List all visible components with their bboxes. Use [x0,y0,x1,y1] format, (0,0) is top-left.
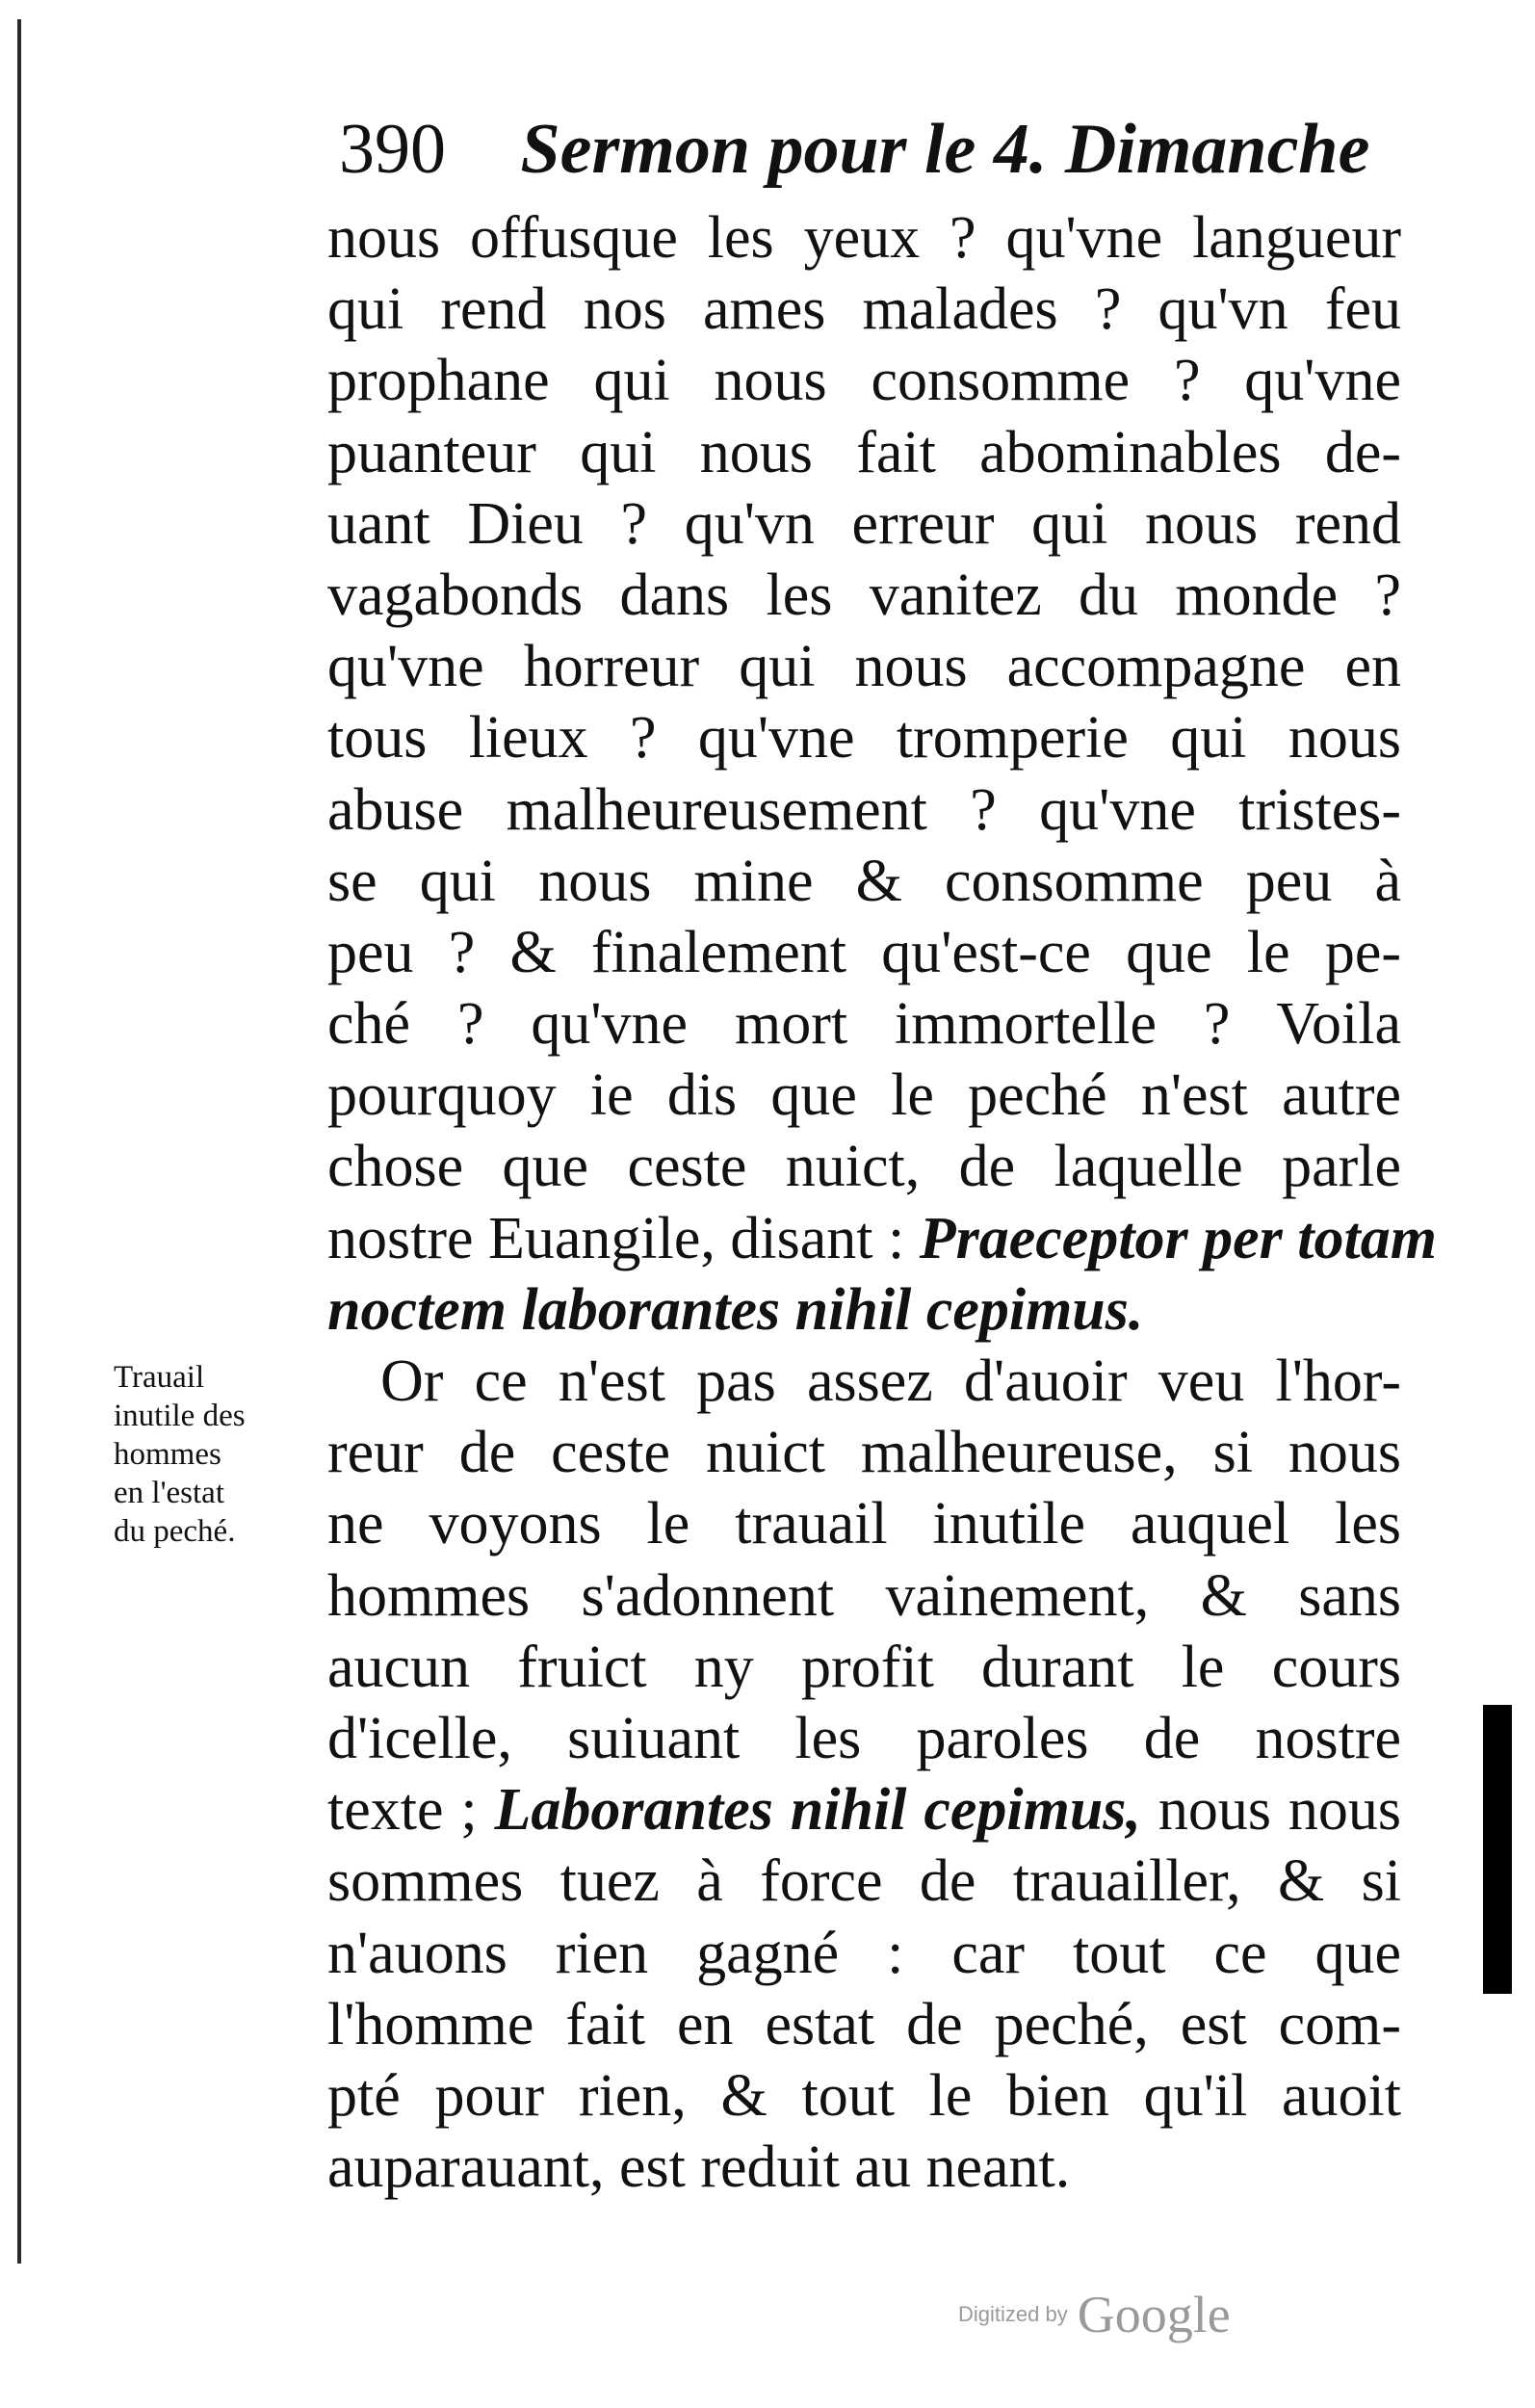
text-line: se qui nous mine & consomme peu à [327,848,1401,914]
text-line: n'auons rien gagné : car tout ce que [327,1920,1401,1986]
text-line: vagabonds dans les vanitez du monde ? [327,562,1401,628]
body-text [327,202,1437,2203]
latin-quotation: Laborantes nihil cepimus, [494,1777,1141,1844]
google-logo: Google [1077,2286,1231,2343]
digitization-watermark [958,2285,1231,2343]
text-line-roman: texte ; [327,1777,478,1844]
text-line: prophane qui nous consomme ? qu'vne [327,348,1401,414]
page-number: 390 [339,110,446,189]
text-line: l'homme fait en estat de peché, est com- [327,1991,1401,2057]
paragraph-start-line: Or ce n'est pas assez d'auoir veu l'hor- [380,1348,1401,1414]
text-line: d'icelle, suiuant les paroles de nostre [327,1705,1401,1771]
text-line: abuse malheureusement ? qu'vne tristes- [327,776,1401,843]
text-line: reur de ceste nuict malheureuse, si nous [327,1420,1401,1486]
watermark-prefix: Digitized by [958,2302,1068,2326]
text-line: uant Dieu ? qu'vn erreur qui nous rend [327,490,1401,557]
text-line: qu'vne horreur qui nous accompagne en [327,634,1401,700]
text-line [327,1774,1401,1845]
latin-quotation-line: noctem laborantes nihil cepimus. [327,1276,1144,1343]
running-title: Sermon pour le 4. Dimanche [520,110,1370,189]
text-line: hommes s'adonnent vainement, & sans [327,1562,1401,1629]
text-line-roman: nostre Euangile, disant : [327,1205,905,1271]
margin-note-line: inutile des [114,1399,246,1433]
page-edge-rule [17,19,21,2264]
text-line: nous offusque les yeux ? qu'vne langueur [327,205,1401,271]
text-line: pté pour rien, & tout le bien qu'il auoit [327,2062,1401,2129]
text-line: peu ? & finalement qu'est-ce que le pe- [327,919,1401,985]
text-line: ché ? qu'vne mort immortelle ? Voila [327,991,1401,1058]
latin-quotation: Praeceptor per totam [919,1205,1437,1271]
text-line: ne voyons le trauail inutile auquel les [327,1491,1401,1557]
text-line [327,1203,1437,1274]
text-line: tous lieux ? qu'vne tromperie qui nous [327,705,1401,772]
ink-blot [1483,1705,1512,1994]
text-line: aucun fruict ny profit durant le cours [327,1634,1401,1700]
margin-note-line: hommes [114,1437,221,1472]
text-line: qui rend nos ames malades ? qu'vn feu [327,276,1401,343]
text-line-roman: nous nous [1140,1777,1402,1844]
text-line: chose que ceste nuict, de laquelle parle [327,1134,1401,1200]
margin-note-line: en l'estat [114,1476,224,1510]
margin-note-line: du peché. [114,1514,236,1549]
margin-note-line: Trauail [114,1360,205,1395]
running-header [339,96,1379,202]
text-line: auparauant, est reduit au neant. [327,2134,1071,2201]
text-line: sommes tuez à force de trauailler, & si [327,1848,1401,1915]
text-line: pourquoy ie dis que le peché n'est autre [327,1062,1401,1129]
margin-note [114,1358,316,1551]
text-line: puanteur qui nous fait abominables de- [327,419,1401,485]
